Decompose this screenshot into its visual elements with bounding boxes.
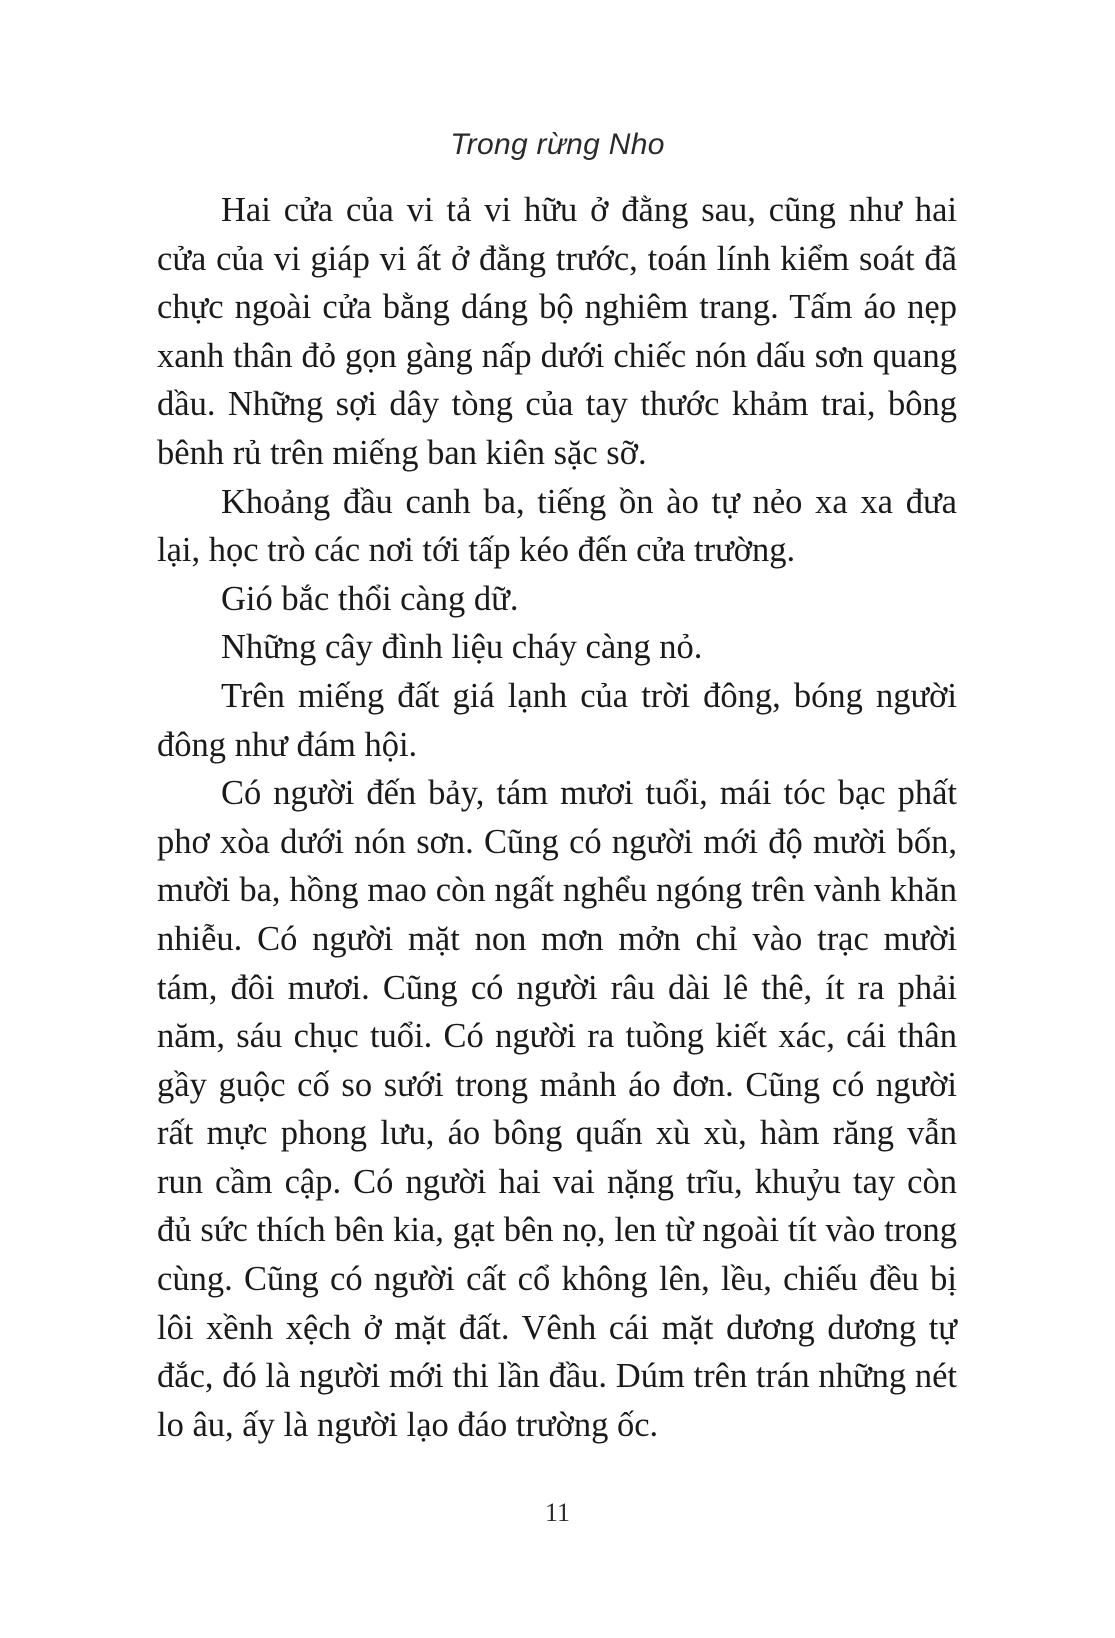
- paragraph: Những cây đình liệu cháy càng nỏ.: [221, 628, 703, 667]
- paragraph: Gió bắc thổi càng dữ.: [221, 579, 519, 618]
- running-header: Trong rừng Nho: [450, 128, 665, 161]
- body-text: [157, 186, 957, 1449]
- paragraph: Hai cửa của vi tả vi hữu ở đằng sau, cũng như hai cửa của vi giáp vi ất ở đằng trước, toán lính kiểm soát đã chực ngoài cửa bằng dáng bộ nghiêm trang. Tấm áo nẹp xanh thân đỏ gọn gàng nấp dưới chiếc nón dấu sơn quang dầu. Những sợi dây tòng của tay thước khảm trai, bông bênh rủ trên miếng ban kiên sặc sỡ.: [157, 191, 957, 472]
- page-number: 11: [544, 1498, 571, 1527]
- paragraph: Khoảng đầu canh ba, tiếng ồn ào tự nẻo xa xa đưa lại, học trò các nơi tới tấp kéo đến cửa trường.: [157, 482, 957, 570]
- paragraph: Trên miếng đất giá lạnh của trời đông, bóng người đông như đám hội.: [157, 676, 957, 764]
- paragraph: Có người đến bảy, tám mươi tuổi, mái tóc bạc phất phơ xòa dưới nón sơn. Cũng có người mới độ mười bốn, mười ba, hồng mao còn ngất nghểu ngóng trên vành khăn nhiễu. Có người mặt non mơn mởn chỉ vào trạc mười tám, đôi mươi. Cũng có người râu dài lê thê, ít ra phải năm, sáu chục tuổi. Có người ra tuồng kiết xác, cái thân gầy guộc cố so sưới trong mảnh áo đơn. Cũng có người rất mực phong lưu, áo bông quấn xù xù, hàm răng vẫn run cầm cập. Có người hai vai nặng trĩu, khuỷu tay còn đủ sức thích bên kia, gạt bên nọ, len từ ngoài tít vào trong cùng. Cũng có người cất cổ không lên, lều, chiếu đều bị lôi xềnh xệch ở mặt đất. Vênh cái mặt dương dương tự đắc, đó là người mới thi lần đầu. Dúm trên trán những nét lo âu, ấy là người lạo đáo trường ốc.: [157, 774, 957, 1444]
